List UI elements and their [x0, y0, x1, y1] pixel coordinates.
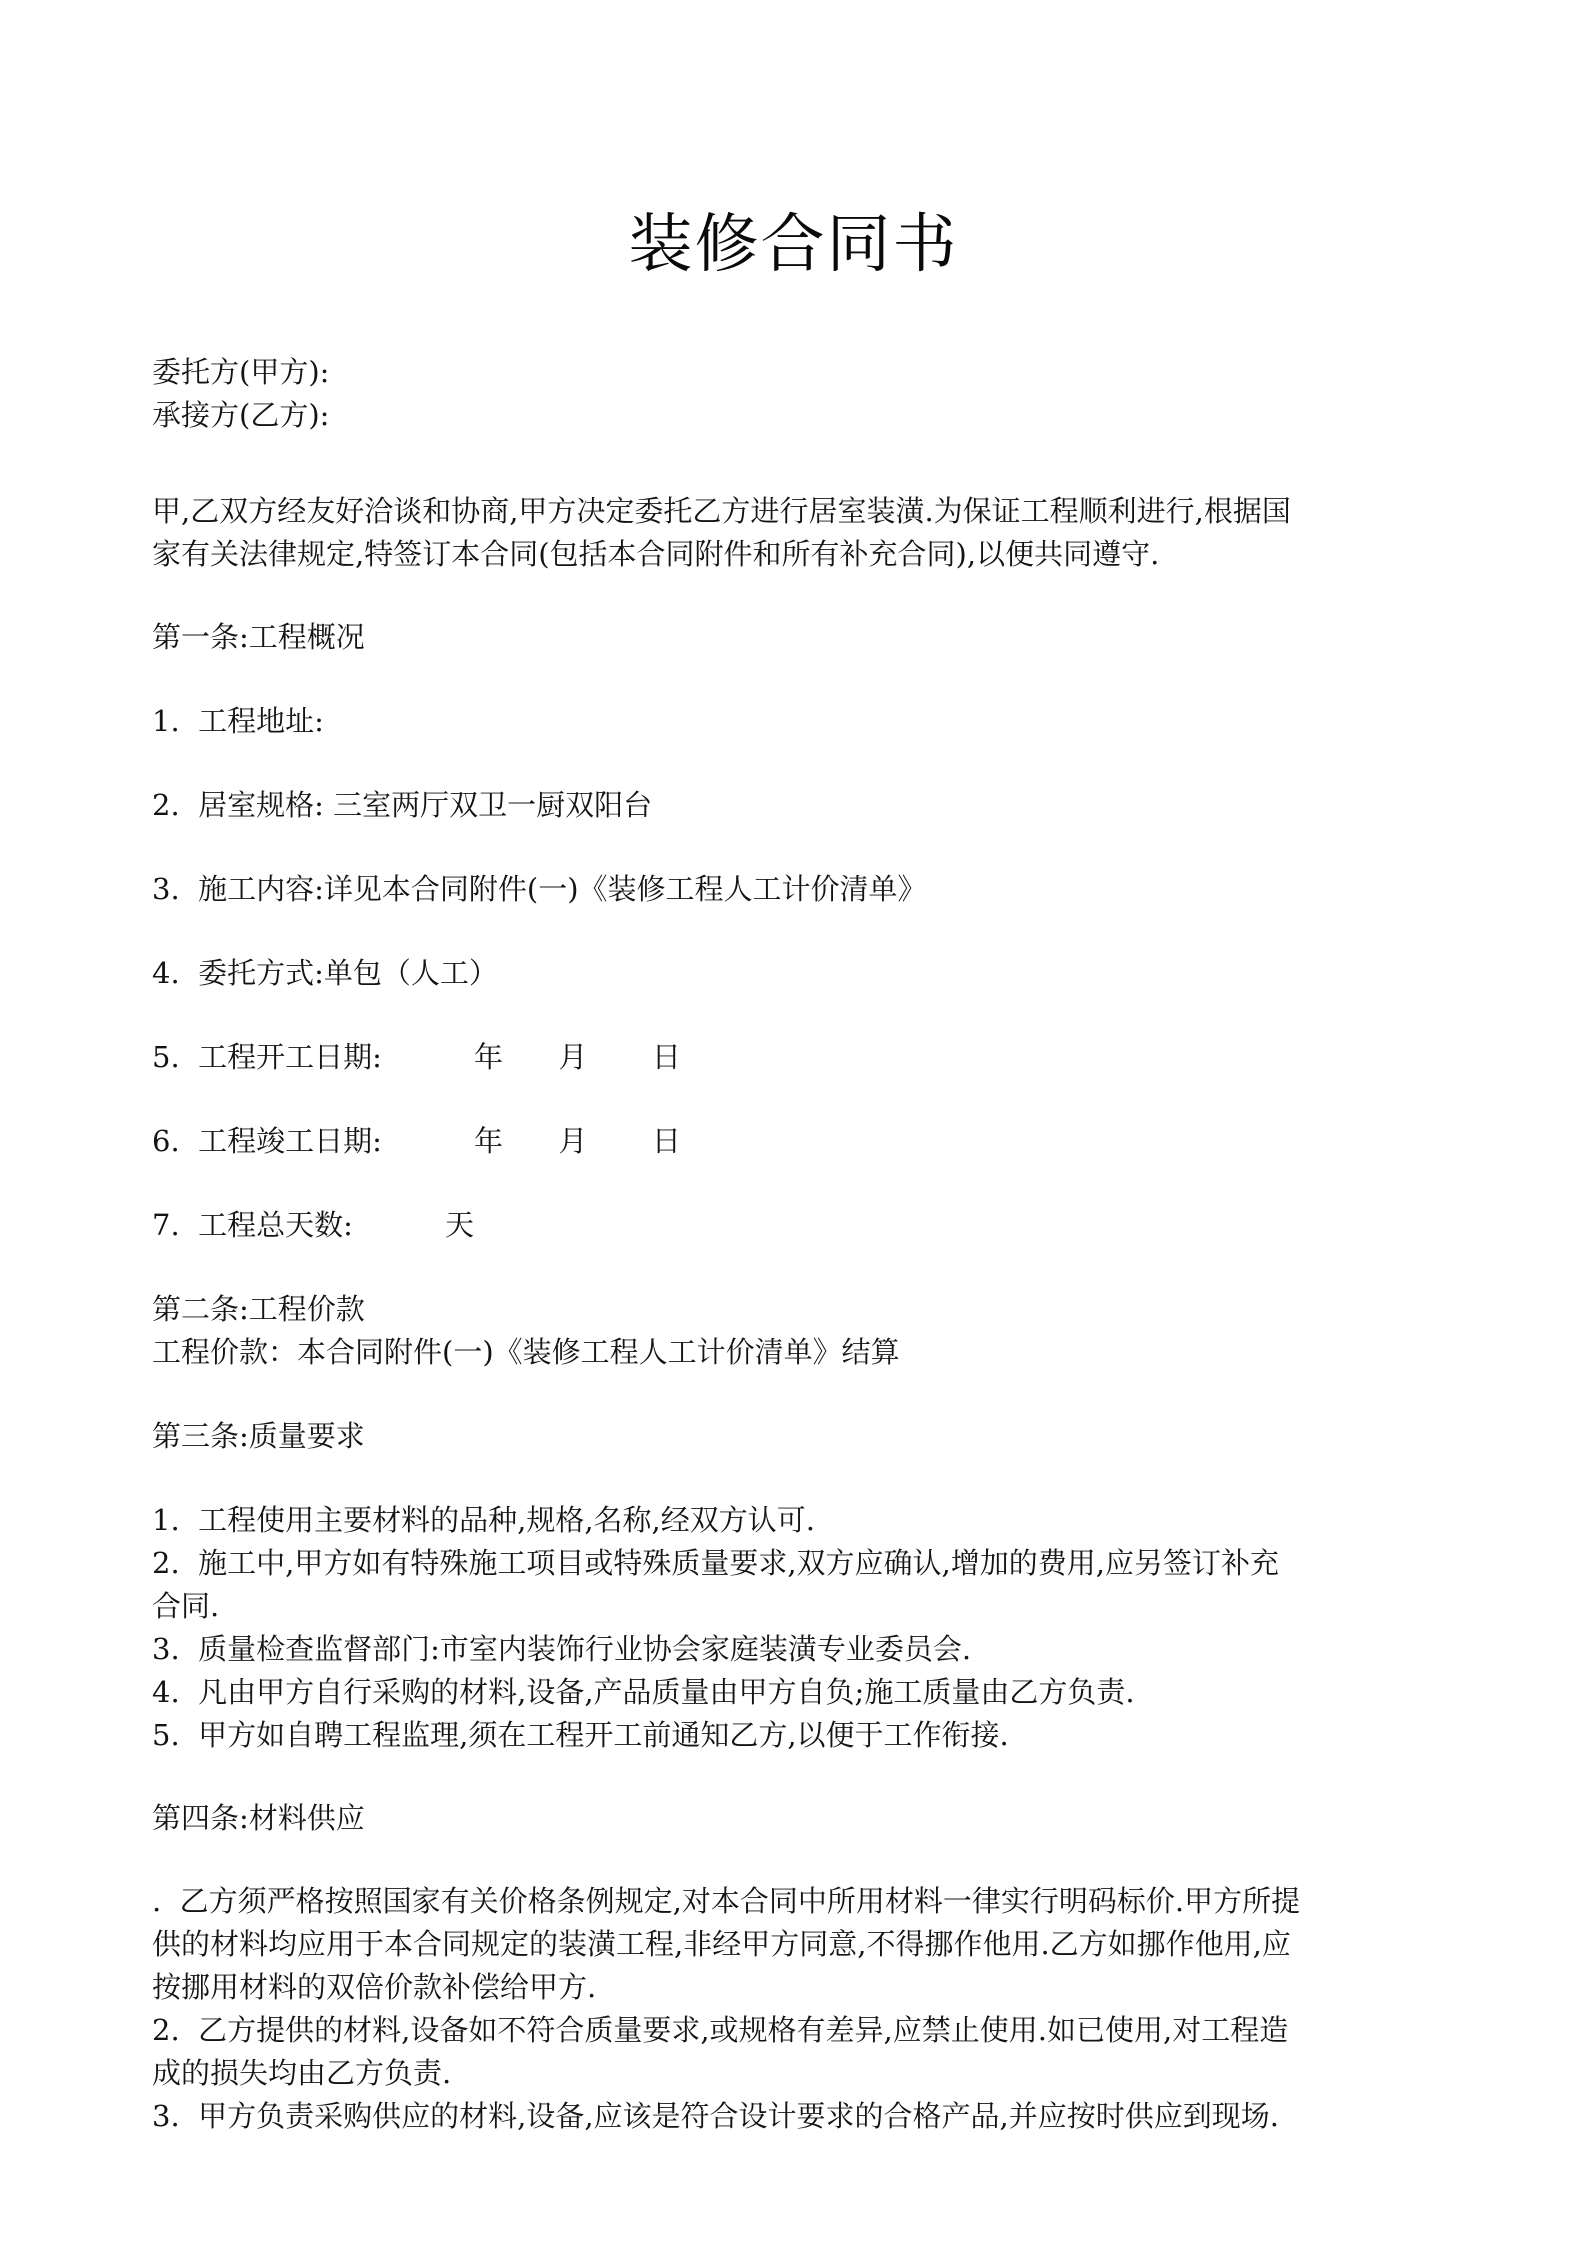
article4-line: 成的损失均由乙方负责.: [152, 2056, 452, 2090]
article3-line: 合同.: [152, 1589, 220, 1623]
article2-heading: 第二条:工程价款: [152, 1292, 365, 1326]
article1-heading: 第一条:工程概况: [152, 620, 365, 654]
intro-paragraph-line: 家有关法律规定,特签订本合同(包括本合同附件和所有补充合同),以便共同遵守.: [152, 537, 1160, 571]
article1-item-completion-date: 6. 工程竣工日期: 年 月 日: [152, 1124, 681, 1158]
article4-line: 3. 甲方负责采购供应的材料,设备,应该是符合设计要求的合格产品,并应按时供应到现场.: [152, 2099, 1279, 2133]
article1-item-work-content: 3. 施工内容:详见本合同附件(一)《装修工程人工计价清单》: [152, 872, 927, 906]
article1-item-start-date: 5. 工程开工日期: 年 月 日: [152, 1040, 681, 1074]
article4-line: 供的材料均应用于本合同规定的装潢工程,非经甲方同意,不得挪作他用.乙方如挪作他用,应: [152, 1927, 1291, 1961]
article4-line: . 乙方须严格按照国家有关价格条例规定,对本合同中所用材料一律实行明码标价.甲方所提: [152, 1884, 1301, 1918]
article1-item-address: 1. 工程地址:: [152, 704, 324, 738]
article3-line: 2. 施工中,甲方如有特殊施工项目或特殊质量要求,双方应确认,增加的费用,应另签订补充: [152, 1546, 1279, 1580]
article3-line: 1. 工程使用主要材料的品种,规格,名称,经双方认可.: [152, 1503, 815, 1537]
article4-line: 按挪用材料的双倍价款补偿给甲方.: [152, 1970, 597, 2004]
article3-line: 5. 甲方如自聘工程监理,须在工程开工前通知乙方,以便于工作衔接.: [152, 1718, 1009, 1752]
article3-line: 3. 质量检查监督部门:市室内装饰行业协会家庭装潢专业委员会.: [152, 1632, 972, 1666]
client-party-line: 委托方(甲方):: [152, 355, 330, 389]
article2-text: 工程价款：本合同附件(一)《装修工程人工计价清单》结算: [152, 1335, 900, 1369]
article4-line: 2. 乙方提供的材料,设备如不符合质量要求,或规格有差异,应禁止使用.如已使用,对工程造: [152, 2013, 1289, 2047]
article4-heading: 第四条:材料供应: [152, 1801, 365, 1835]
article1-item-total-days: 7. 工程总天数: 天: [152, 1208, 475, 1242]
article1-item-room-spec: 2. 居室规格: 三室两厅双卫一厨双阳台: [152, 788, 653, 822]
article3-heading: 第三条:质量要求: [152, 1419, 365, 1453]
article1-item-contract-mode: 4. 委托方式:单包（人工）: [152, 956, 498, 990]
contractor-party-line: 承接方(乙方):: [152, 398, 330, 432]
document-title: 装修合同书: [628, 208, 959, 282]
article3-line: 4. 凡由甲方自行采购的材料,设备,产品质量由甲方自负;施工质量由乙方负责.: [152, 1675, 1135, 1709]
intro-paragraph-line: 甲,乙双方经友好洽谈和协商,甲方决定委托乙方进行居室装潢.为保证工程顺利进行,根据国: [152, 494, 1291, 528]
